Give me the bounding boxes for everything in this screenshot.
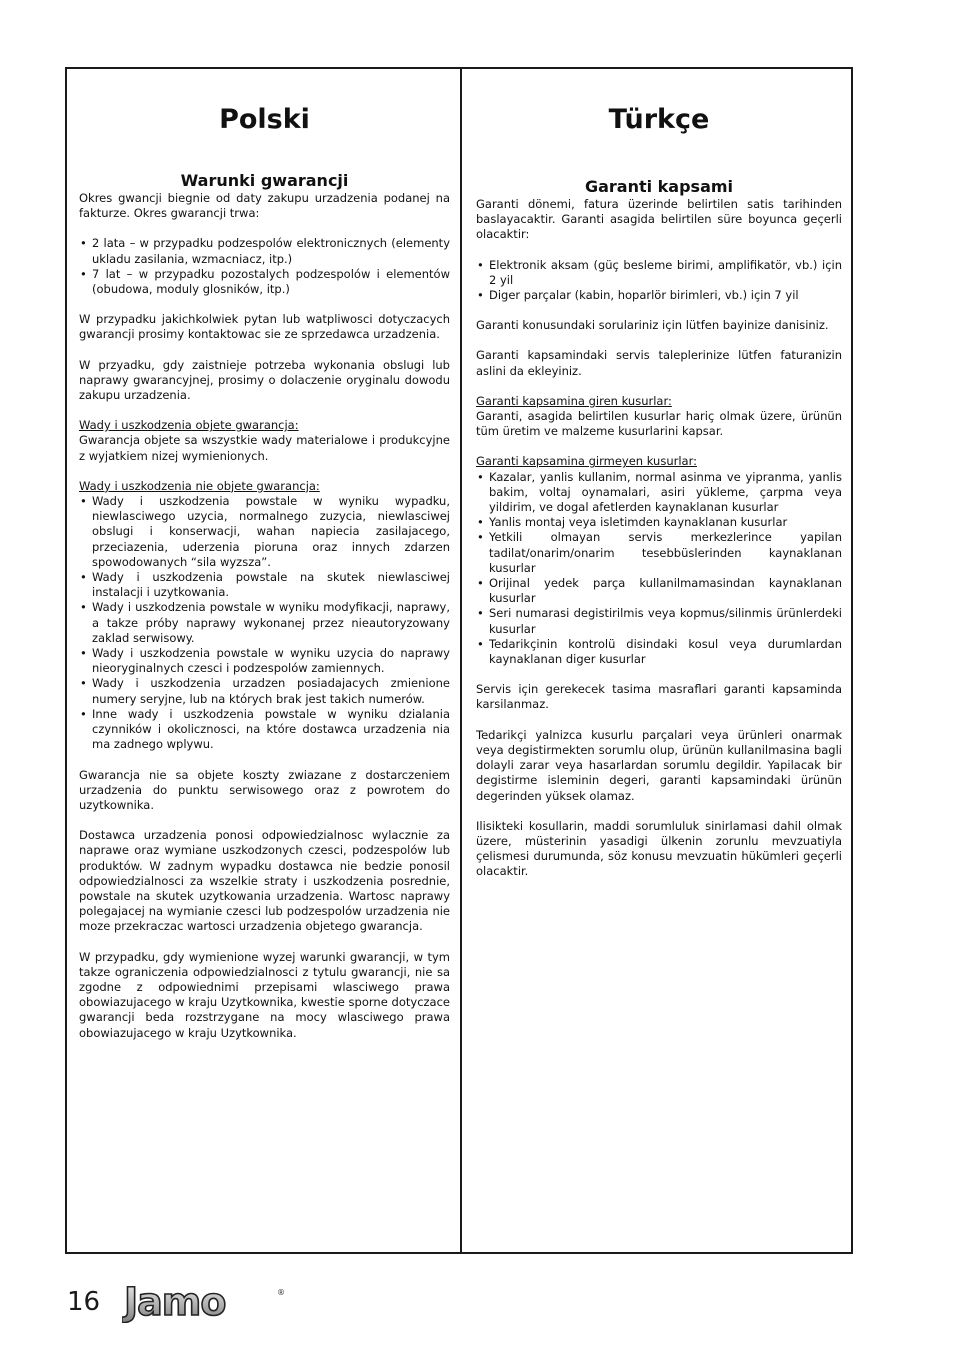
intro-paragraph: Garanti dönemi, fatura üzerinde belirtilen satis tarihinden baslayacaktir. Garanti asagida belirtilen süre boyunca geçerli olacaktir: (476, 197, 842, 242)
registered-mark: ® (277, 1288, 285, 1297)
law-paragraph: W przypadku, gdy wymienione wyzej warunki gwarancji, w tym takze ograniczenia odpowiedzialnosci z tytulu gwarancji, nie sa zgodne z odpowiednimi przepisami wlasciwego prawa obowiazujacego w kraju Uzytkownika, kwestie sporne dotyczace gwarancji beda rozstrzygane na mocy wlasciwego prawa obowiazujacego w kraju Uzytkownika. (79, 949, 450, 1040)
list-item: • Yetkili olmayan servis merkezlerince yapilan tadilat/onarim/onarim tesebbüslerinden kaynaklanan kusurlar (476, 530, 842, 576)
list-item: • Yanlis montaj veya isletimden kaynaklanan kusurlar (476, 515, 842, 530)
proof-of-purchase-paragraph: W przyadku, gdy zaistnieje potrzeba wykonania obslugi lub naprawy gwarancyjnej, prosimy o dolaczenie oryginalu dowodu zakupu urzadzenia. (79, 357, 450, 403)
list-item: • Elektronik aksam (güç besleme birimi, amplifikatör, vb.) için 2 yil (476, 258, 842, 288)
list-item: • 2 lata – w przypadku podzespolów elektronicznych (elementy ukladu zasilania, wzmacniacz, itp.) (79, 236, 450, 266)
invoice-paragraph: Garanti kapsamindaki servis taleplerinize lütfen faturanizin aslini da ekleyiniz. (476, 348, 842, 378)
content-frame (65, 67, 853, 1254)
list-item: • 7 lat – w przypadku pozostalych podzespolów i elementów (obudowa, moduly glosników, itp.) (79, 267, 450, 297)
language-title: Polski (219, 104, 310, 135)
list-item: • Diger parçalar (kabin, hoparlör birimleri, vb.) için 7 yil (476, 288, 842, 303)
liability-paragraph: Tedarikçi yalnizca kusurlu parçalari veya ürünleri onarmak veya degistirmekten sorumlu olup, ürünün kullanilmasina bagli dolayli zarar veya hasarlardan sorumlu degildir. Yapilacak bir degistirme isleminin degeri, garanti kapsamindaki ürünün degerinden yüksek olamaz. (476, 727, 842, 803)
page-number: 16 (67, 1287, 101, 1317)
transport-paragraph: Gwarancja nie sa objete koszty zwiazane z dostarczeniem urzadzenia do punktu serwisowego oraz z powrotem do uzytkownika. (79, 767, 450, 812)
covered-subheading: Wady i uszkodzenia objete gwarancja: (79, 418, 299, 433)
polish-column (79, 69, 450, 1041)
covered-subheading: Garanti kapsamina giren kusurlar: (476, 393, 672, 408)
covered-paragraph: Gwarancja objete sa wszystkie wady materialowe i produkcyjne z wyjatkiem nizej wymienionych. (79, 433, 450, 463)
list-item: • Wady i uszkodzenia powstale w wyniku modyfikacji, naprawy, a takze próby naprawy wykonanej przez nieautoryzowany zaklad serwisowy. (79, 600, 450, 646)
list-item: • Orijinal yedek parça kullanilmamasindan kaynaklanan kusurlar (476, 576, 842, 606)
list-item: • Wady i uszkodzenia powstale na skutek niewlasciwej instalacji i uzytkowania. (79, 570, 450, 600)
list-item: • Wady i uszkodzenia powstale w wyniku wypadku, niewlasciwego uzycia, normalnego zuzycia, niewlasciwej obslugi i konserwacji, wahan napiecia zasilajacego, przeciazenia, uderzenia pioruna oraz innych zdarzen spowodowanych “sila wyzsza”. (79, 494, 450, 570)
intro-paragraph: Okres gwancji biegnie od daty zakupu urzadzenia podanej na fakturze. Okres gwarancji trwa: (79, 191, 450, 221)
jamo-logo (122, 1283, 302, 1323)
warranty-terms-list (476, 258, 842, 304)
liability-paragraph: Dostawca urzadzenia ponosi odpowiedzialnosc wylacznie za naprawe oraz wymiane uszkodzonych czesci, podzespolów lub produktów. W zadnym wypadku dostawca nie bedzie ponosil odpowiedzialnosci za wszelkie straty i uszkodzenia posrednie, powstale na skutek uzytkowania urzadzenia. Wartosc naprawy polegajacej na wymianie czesci lub podzespolów urzadzenia nie moze przekraczac wartosci urzadzenia objetego gwarancja. (79, 828, 450, 934)
list-item: • Tedarikçinin kontrolü disindaki kosul veya durumlardan kaynaklanan diger kusurlar (476, 637, 842, 667)
section-heading: Warunki gwarancji (180, 171, 349, 190)
law-paragraph: Ilisikteki kosullarin, maddi sorumluluk sinirlamasi dahil olmak üzere, müsterinin yasadigi ülkenin zorunlu mevzuatiyla çelismesi durumunda, söz konusu mevzuatin hükümleri geçerli olacaktir. (476, 818, 842, 879)
questions-paragraph: Garanti konusundaki sorulariniz için lütfen bayinize danisiniz. (476, 318, 829, 333)
list-item: • Inne wady i uszkodzenia powstale w wyniku dzialania czynników i okolicznosci, na które dostawca urzadzenia nia ma zadnego wplywu. (79, 707, 450, 753)
transport-paragraph: Servis için gerekecek tasima masraflari garanti kapsaminda karsilanmaz. (476, 682, 842, 712)
not-covered-subheading: Wady i uszkodzenia nie objete gwarancja: (79, 478, 320, 493)
warranty-terms-list (79, 236, 450, 297)
not-covered-list (476, 470, 842, 668)
list-item: • Kazalar, yanlis kullanim, normal asinma ve yipranma, yanlis bakim, voltaj oynamalari, asiri yükleme, çarpma veya yildirim, ve dogal afetlerden kaynaklanan kusurlar (476, 470, 842, 516)
section-heading: Garanti kapsami (584, 177, 734, 196)
turkish-column (476, 69, 842, 880)
not-covered-subheading: Garanti kapsamina girmeyen kusurlar: (476, 454, 697, 469)
questions-paragraph: W przypadku jakichkolwiek pytan lub watpliwosci dotyczacych gwarancji prosimy kontaktowac sie ze sprzedawca urzadzenia. (79, 312, 450, 342)
list-item: • Wady i uszkodzenia urzadzen posiadajacych zmienione numery seryjne, lub na których brak jest takich numerów. (79, 676, 450, 706)
list-item: • Seri numarasi degistirilmis veya kopmus/silinmis ürünlerdeki kusurlar (476, 606, 842, 636)
language-title: Türkçe (608, 104, 710, 135)
not-covered-list (79, 494, 450, 752)
logo-wordmark: Jamo (124, 1283, 226, 1323)
column-divider (460, 69, 462, 1252)
list-item: • Wady i uszkodzenia powstale w wyniku uzycia do naprawy nieoryginalnych czesci i podzespolów zamiennych. (79, 646, 450, 676)
covered-paragraph: Garanti, asagida belirtilen kusurlar hariç olmak üzere, ürünün tüm üretim ve malzeme kusurlarini kapsar. (476, 409, 842, 439)
